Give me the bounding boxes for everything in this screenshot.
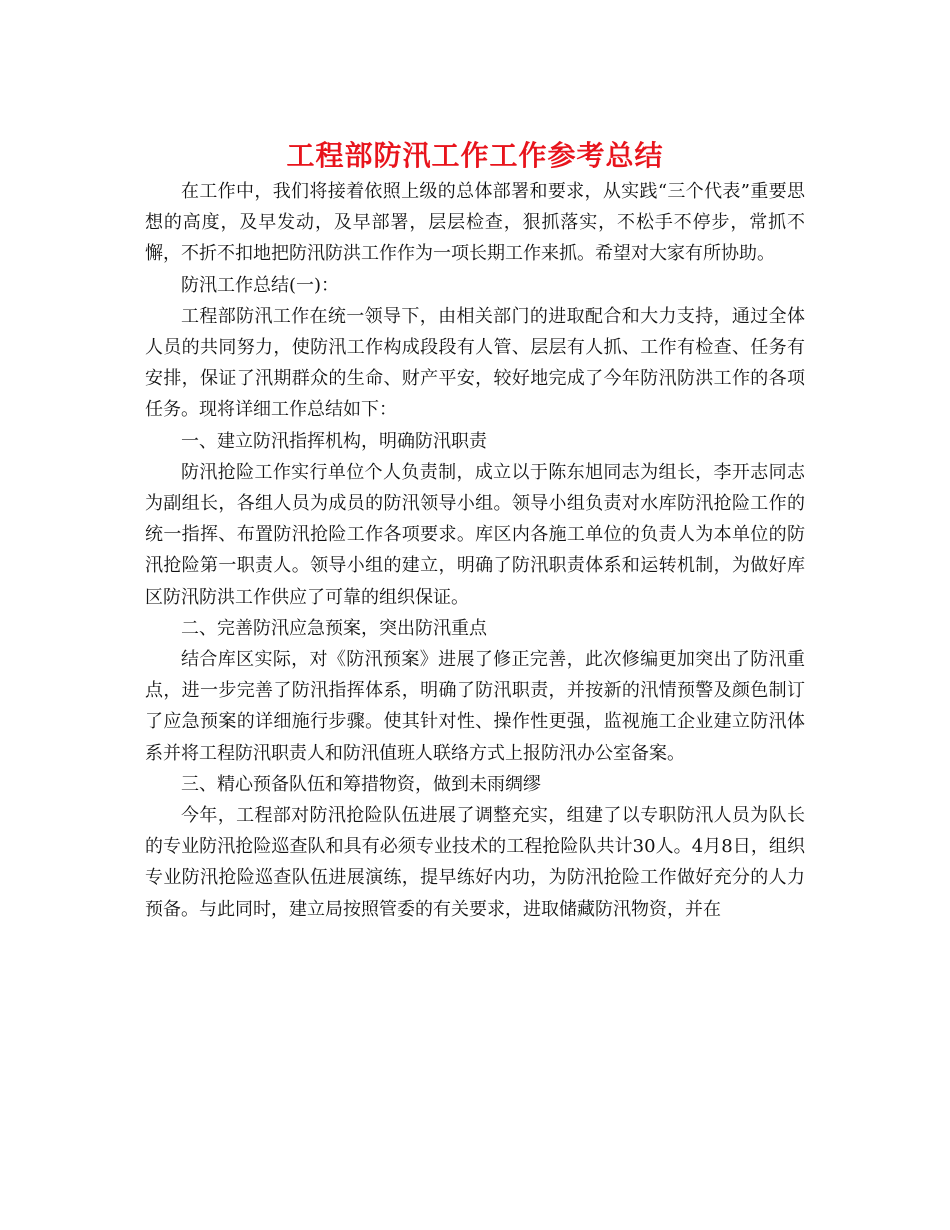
paragraph-2: 结合库区实际，对《防汛预案》进展了修正完善，此次修编更加突出了防汛重点，进一步完善了防汛指挥体系，明确了防汛职责，并按新的汛情预警及颜色制订了应急预案的详细施行步骤。使其针对性、操作性更强，监视施工企业建立防汛体系并将工程防汛职责人和防汛值班人联络方式上报防汛办公室备案。 [145,649,805,764]
paragraph-overview: 工程部防汛工作在统一领导下，由相关部门的进取配合和大力支持，通过全体人员的共同努力，使防汛工作构成段段有人管、层层有人抓、工作有检查、任务有安排，保证了汛期群众的生命、财产平安，较好地完成了今年防汛防洪工作的各项任务。现将详细工作总结如下： [145,305,805,421]
paragraph-3: 今年，工程部对防汛抢险队伍进展了调整充实，组建了以专职防汛人员为队长的专业防汛抢险巡查队和具有必须专业技术的工程抢险队共计30人。4月8日，组织专业防汛抢险巡查队伍进展演练，提早练好内功，为防汛抢险工作做好充分的人力预备。与此同时，建立局按照管委的有关要求，进取储藏防汛物资，并在 [145,805,805,920]
heading-2: 二、完善防汛应急预案，突出防汛重点 [181,617,487,639]
heading-1: 一、建立防汛指挥机构，明确防汛职责 [181,430,487,452]
heading-3: 三、精心预备队伍和筹措物资，做到未雨绸缪 [181,773,541,795]
paragraph-intro: 在工作中，我们将接着依照上级的总体部署和要求，从实践“三个代表”重要思想的高度，及早发动，及早部署，层层检查，狠抓落实，不松手不停步，常抓不懈，不折不扣地把防汛防洪工作作为一项长期工作来抓。希望对大家有所协助。 [145,181,805,265]
paragraph-1: 防汛抢险工作实行单位个人负责制，成立以于陈东旭同志为组长，李开志同志为副组长，各组人员为成员的防汛领导小组。领导小组负责对水库防汛抢险工作的统一指挥、布置防汛抢险工作各项要求。库区内各施工单位的负责人为本单位的防汛抢险第一职责人。领导小组的建立，明确了防汛职责体系和运转机制，为做好库区防汛防洪工作供应了可靠的组织保证。 [145,461,805,608]
document-body [145,176,805,925]
section-label: 防汛工作总结(一)： [181,274,340,296]
document-title: 工程部防汛工作工作参考总结 [286,139,664,172]
